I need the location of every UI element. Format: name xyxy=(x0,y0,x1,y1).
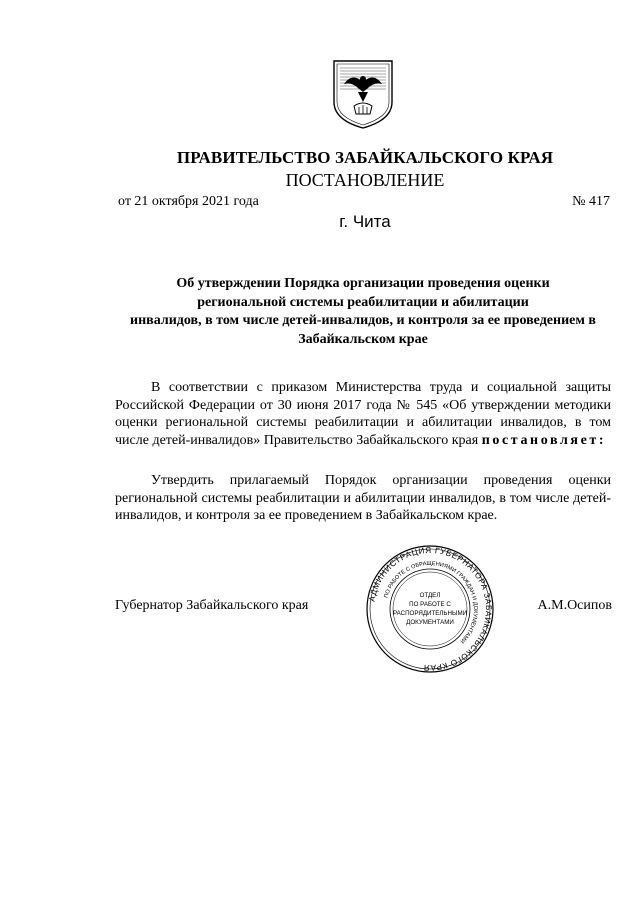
preamble-paragraph xyxy=(115,379,611,449)
coat-of-arms-icon xyxy=(330,58,396,130)
document-subject xyxy=(113,275,613,349)
stamp-outer-text: АДМИНИСТРАЦИЯ ГУБЕРНАТОРА ЗАБАЙКАЛЬСКОГО КРАЯ xyxy=(367,545,494,673)
document-type: ПОСТАНОВЛЕНИЕ xyxy=(285,170,445,190)
official-stamp xyxy=(365,544,495,674)
stamp-center-line: ДОКУМЕНТАМИ xyxy=(406,619,454,626)
subject-line: инвалидов, в том числе детей-инвалидов, и контроля за ее проведением в xyxy=(130,313,596,328)
organization-title: ПРАВИТЕЛЬСТВО ЗАБАЙКАЛЬСКОГО КРАЯ xyxy=(176,148,554,167)
resolution-paragraph: Утвердить прилагаемый Порядок организации проведения оценки региональной системы реабилитации и абилитации инвалидов, в том числе детей-инвалидов, и контроля за ее проведением в Забайкальском крае. xyxy=(115,473,611,523)
stamp-inner-text: ПО РАБОТЕ С ОБРАЩЕНИЯМИ ГРАЖДАН И ДОКУМЕНТАМИ xyxy=(383,560,479,645)
stamp-center-line: РАСПОРЯДИТЕЛЬНЫМИ xyxy=(392,610,468,617)
stamp-center-line: ПО РАБОТЕ С xyxy=(409,601,451,608)
document-date: от 21 октября 2021 года xyxy=(118,194,259,209)
subject-line: Об утверждении Порядка организации проведения оценки xyxy=(176,276,550,291)
document-number: № 417 xyxy=(572,194,610,209)
resolution-keyword: постановляет: xyxy=(481,432,607,448)
subject-line: Забайкальском крае xyxy=(298,331,428,347)
signatory-position: Губернатор Забайкальского края xyxy=(115,598,309,613)
preamble-text: В соответствии с приказом Министерства труда и социальной защиты Российской Федерации от 30 июня 2017 года № 545 «Об утверждении методики оценки региональной системы реабилитации и абилитации инвалидов, в том числе детей-инвалидов» Правительство Забайкальского края xyxy=(115,380,611,448)
document-city: г. Чита xyxy=(339,212,391,231)
stamp-center-line: ОТДЕЛ xyxy=(419,592,441,599)
signatory-name: А.М.Осипов xyxy=(537,598,612,613)
subject-line: региональной системы реабилитации и абилитации xyxy=(197,294,529,310)
